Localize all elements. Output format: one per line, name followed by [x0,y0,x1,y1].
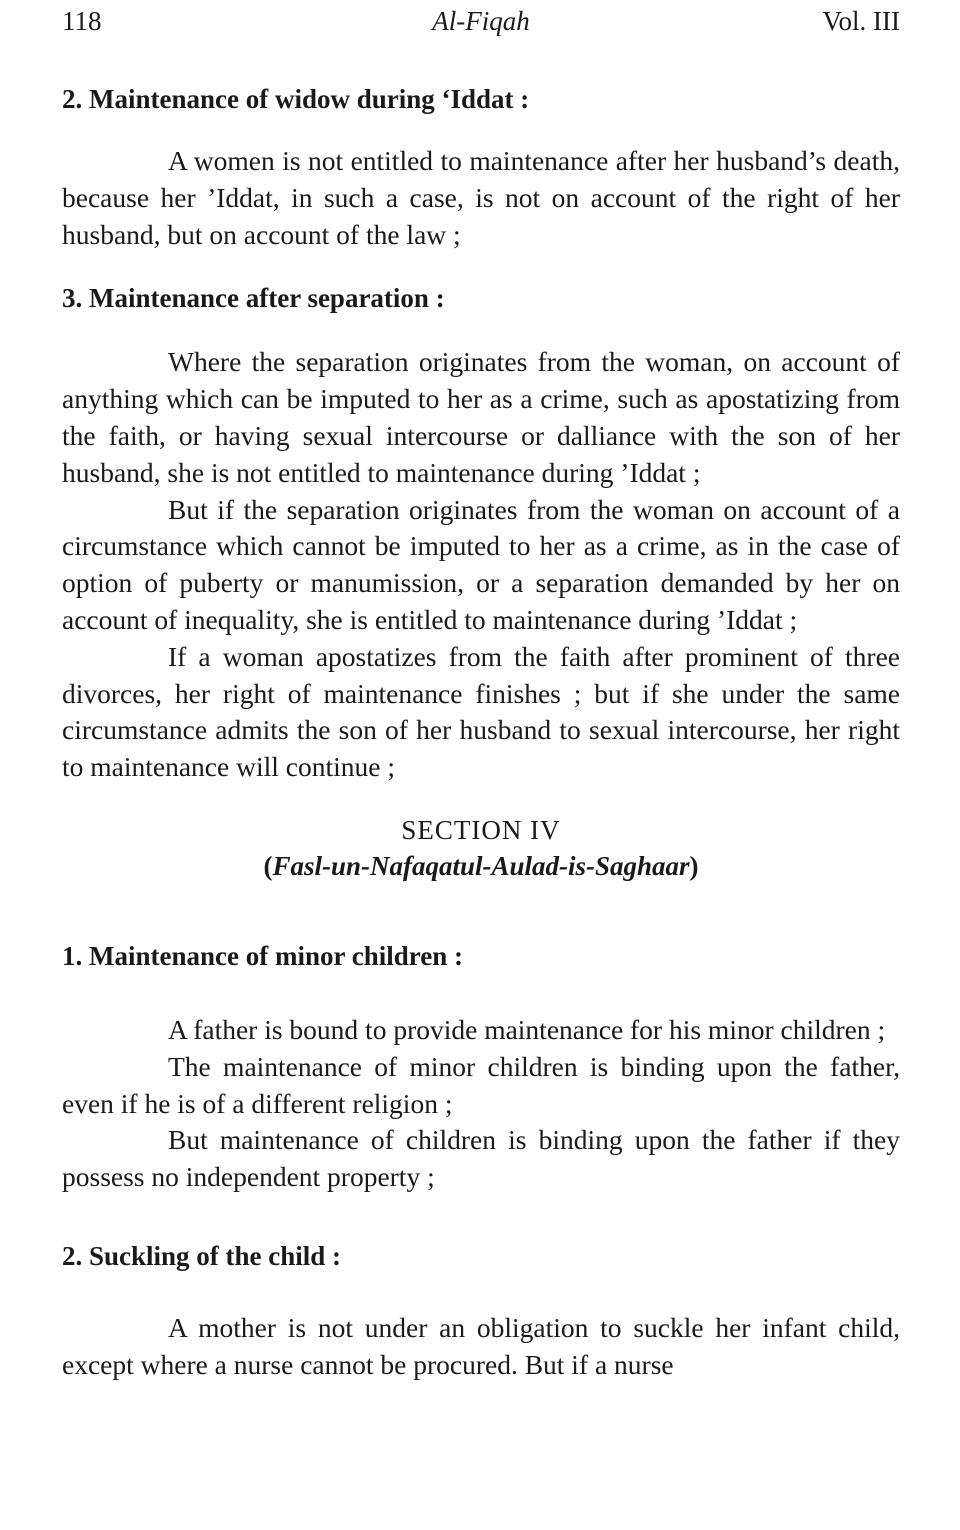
volume-label: Vol. III [822,6,900,36]
paragraph: A women is not entitled to maintenance after her husband’s death, because her ’Iddat, in such a case, is not on account of the right of her husband, but on account of the law ; [62,145,900,250]
heading-minor-children: 1. Maintenance of minor children : [62,940,463,971]
section-subtitle [62,848,900,884]
subtitle-open-paren: ( [263,850,273,881]
paragraph: A mother is not under an obligation to suckle her infant child, except where a nurse cannot be procured. But if a nurse [62,1311,900,1380]
section-heading-block [62,812,900,884]
section-title: SECTION IV [401,814,561,845]
paragraph: A father is bound to provide maintenance for his minor children ; [168,1013,886,1045]
paragraph: Where the separation originates from the woman, on account of anything which can be imputed to her as a crime, such as apostatizing from the faith, or having sexual intercourse or dalliance with the son of her husband, she is not entitled to maintenance during ’Iddat ; [62,346,900,488]
page-number: 118 [62,6,102,36]
running-head [62,0,900,48]
paragraph: The maintenance of minor children is binding upon the father, even if he is of a different religion ; [62,1050,900,1119]
book-page [62,0,900,1384]
heading-suckling: 2. Suckling of the child : [62,1240,342,1271]
paragraph: But maintenance of children is binding upon the father if they possess no independent property ; [62,1124,900,1193]
paragraph: If a woman apostatizes from the faith after prominent of three divorces, her right of maintenance finishes ; but if she under the same circumstance admits the son of her husband to sexual intercourse, her right to maintenance will continue ; [62,640,900,783]
heading-widow-maintenance: 2. Maintenance of widow during ‘Iddat : [62,84,530,114]
paragraph: But if the separation originates from the woman on account of a circumstance which cannot be imputed to her as a crime, as in the case of option of puberty or manumission, or a separation demanded by her on account of inequality, she is entitled to maintenance during ’Iddat ; [62,493,900,635]
subtitle-arabic-term: Fasl-un-Nafaqatul-Aulad-is-Saghaar [272,850,690,881]
subtitle-close-paren: ) [689,850,699,881]
heading-separation-maintenance: 3. Maintenance after separation : [62,283,445,314]
book-title: Al-Fiqah [432,6,530,36]
